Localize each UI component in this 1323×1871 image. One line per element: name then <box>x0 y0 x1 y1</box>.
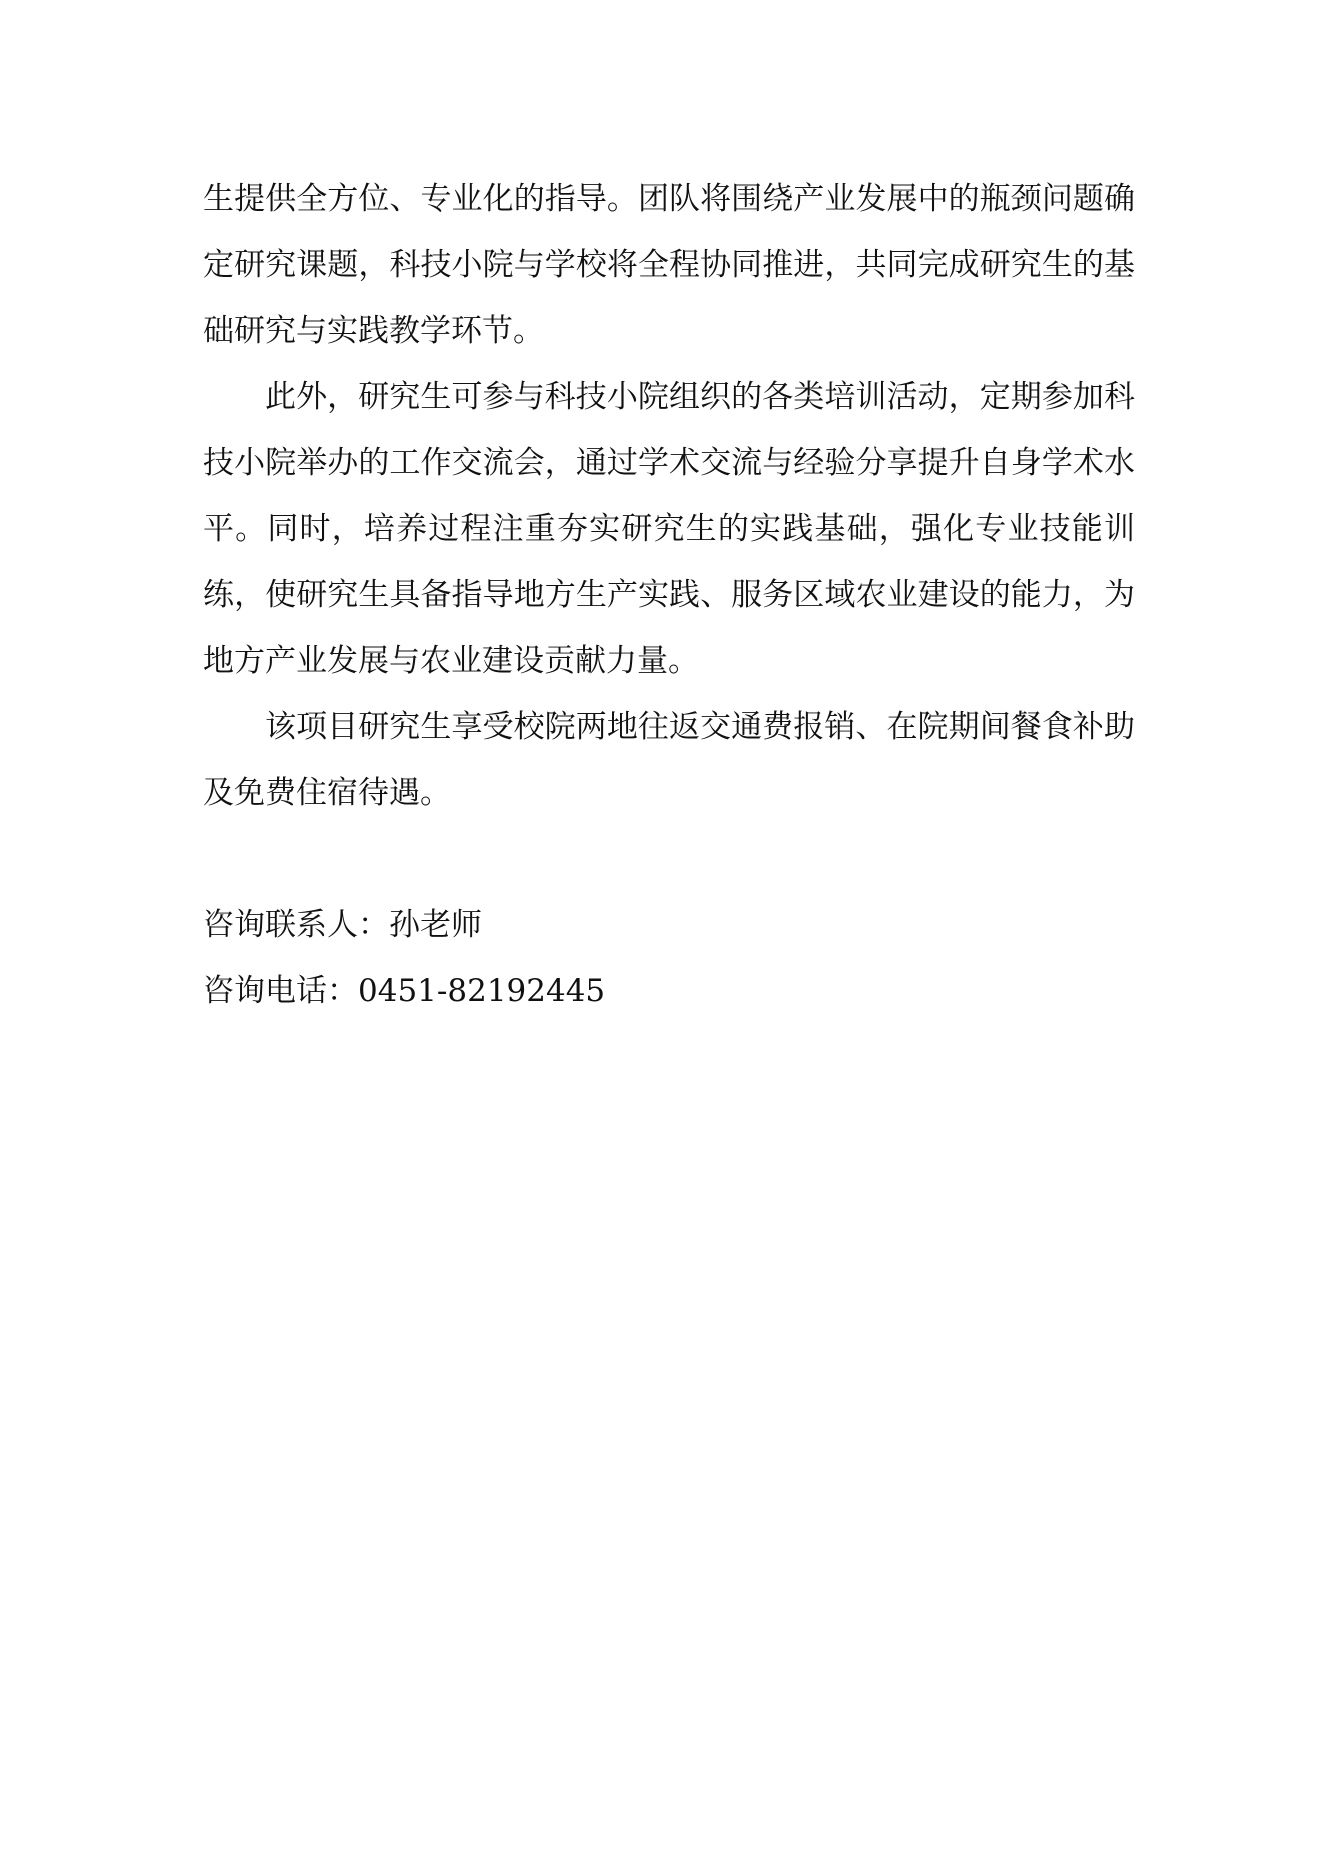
paragraph-guidance: 生提供全方位、专业化的指导。团队将围绕产业发展中的瓶颈问题确定研究课题，科技小院与学校将全程协同推进，共同完成研究生的基础研究与实践教学环节。 <box>203 181 1135 349</box>
section-spacer <box>203 826 1135 892</box>
paragraph-benefits: 该项目研究生享受校院两地往返交通费报销、在院期间餐食补助及免费住宿待遇。 <box>203 709 1135 811</box>
contact-phone: 咨询电话：0451-82192445 <box>203 973 606 1009</box>
contact-person: 咨询联系人：孙老师 <box>203 907 482 943</box>
document-body <box>203 166 1135 1024</box>
paragraph-training: 此外，研究生可参与科技小院组织的各类培训活动，定期参加科技小院举办的工作交流会，通过学术交流与经验分享提升自身学术水平。同时，培养过程注重夯实研究生的实践基础，强化专业技能训练，使研究生具备指导地方生产实践、服务区域农业建设的能力，为地方产业发展与农业建设贡献力量。 <box>203 379 1135 679</box>
